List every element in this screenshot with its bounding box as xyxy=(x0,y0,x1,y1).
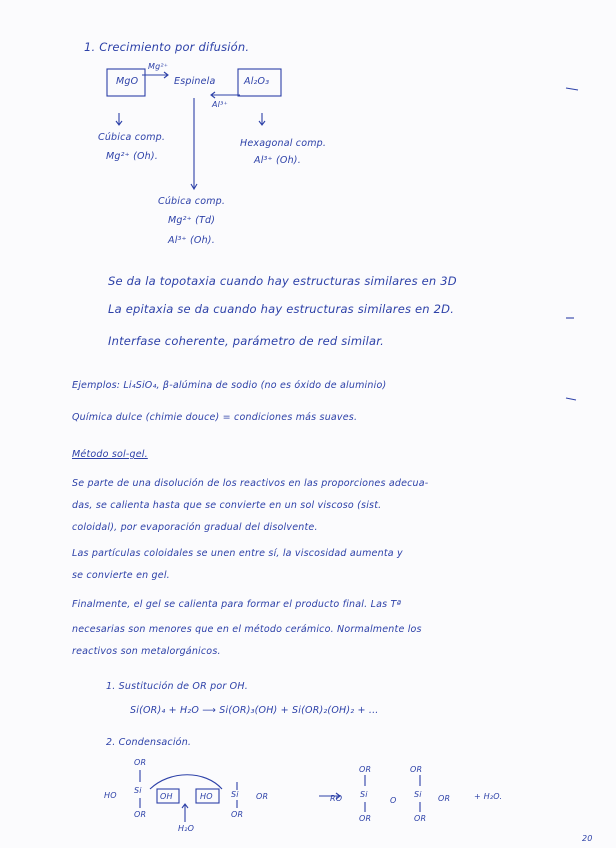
al-ion-label: Al³⁺ xyxy=(212,100,228,109)
left-structure-label: Cúbica comp. xyxy=(98,132,166,143)
oh-boxed: OH xyxy=(160,792,173,801)
sol-gel-line-4: Las partículas coloidales se unen entre sí, la viscosidad aumenta y xyxy=(72,548,403,559)
product-ro: RO xyxy=(330,794,343,803)
product-or-top-2: OR xyxy=(410,765,423,774)
product-or-top-1: OR xyxy=(359,765,372,774)
or-bottom-left: OR xyxy=(134,810,147,819)
section-heading-diffusion: 1. Crecimiento por difusión. xyxy=(84,40,250,54)
left-structure-sub: Mg²⁺ (Oh). xyxy=(106,151,159,162)
sol-gel-line-2: das, se calienta hasta que se convierte en un sol viscoso (sist. xyxy=(72,500,382,511)
center-structure-sub2: Al³⁺ (Oh). xyxy=(168,235,215,246)
sol-gel-line-3: coloidal), por evaporación gradual del disolvente. xyxy=(72,522,318,533)
h2o-released: H₂O xyxy=(178,824,195,833)
product-or-bottom-1: OR xyxy=(359,814,372,823)
si-right: Si xyxy=(231,790,239,799)
sol-gel-line-6: Finalmente, el gel se calienta para formar el producto final. Las Tª xyxy=(72,599,402,610)
step-1-heading: 1. Sustitución de OR por OH. xyxy=(106,681,248,692)
page-number: 20 xyxy=(582,834,593,843)
ho-boxed: HO xyxy=(200,792,213,801)
or-top-left: OR xyxy=(134,758,147,767)
topotaxia-line-1: Se da la topotaxia cuando hay estructuras similares en 3D xyxy=(108,274,457,288)
sol-gel-line-7: necesarias son menores que en el método cerámico. Normalmente los xyxy=(72,624,422,635)
center-structure-label: Cúbica comp. xyxy=(158,196,226,207)
al2o3-label: Al₂O₃ xyxy=(244,76,270,87)
product-si-2: Si xyxy=(414,790,422,799)
reaction-1: Si(OR)₄ + H₂O ⟶ Si(OR)₃(OH) + Si(OR)₂(OH)₂ + ... xyxy=(130,705,379,716)
product-or-bottom-2: OR xyxy=(414,814,427,823)
espinela-label: Espinela xyxy=(174,76,216,87)
sol-gel-line-5: se convierte en gel. xyxy=(72,570,170,581)
right-structure-sub: Al³⁺ (Oh). xyxy=(254,155,301,166)
right-structure-label: Hexagonal comp. xyxy=(240,138,327,149)
examples-line: Ejemplos: Li₄SiO₄, β-alúmina de sodio (no es óxido de aluminio) xyxy=(72,380,387,391)
sol-gel-title: Método sol-gel. xyxy=(72,449,148,460)
topotaxia-line-3: Interfase coherente, parámetro de red similar. xyxy=(108,334,384,348)
or-right: OR xyxy=(256,792,269,801)
product-si-1: Si xyxy=(360,790,368,799)
center-structure-sub1: Mg²⁺ (Td) xyxy=(168,215,216,226)
plus-water: + H₂O. xyxy=(474,792,503,801)
ho-left: HO xyxy=(104,791,117,800)
step-2-heading: 2. Condensación. xyxy=(106,737,192,748)
mg-ion-label: Mg²⁺ xyxy=(148,62,169,71)
soft-chemistry-line: Química dulce (chimie douce) = condiciones más suaves. xyxy=(72,412,358,423)
product-or-right: OR xyxy=(438,794,451,803)
si-left: Si xyxy=(134,786,142,795)
mgo-label: MgO xyxy=(116,76,139,87)
or-bottom-right: OR xyxy=(231,810,244,819)
sol-gel-line-1: Se parte de una disolución de los reactivos en las proporciones adecua- xyxy=(72,478,429,489)
topotaxia-line-2: La epitaxia se da cuando hay estructuras similares en 2D. xyxy=(108,302,455,316)
sol-gel-line-8: reactivos son metalorgánicos. xyxy=(72,646,221,657)
product-o-bridge: O xyxy=(390,796,397,805)
